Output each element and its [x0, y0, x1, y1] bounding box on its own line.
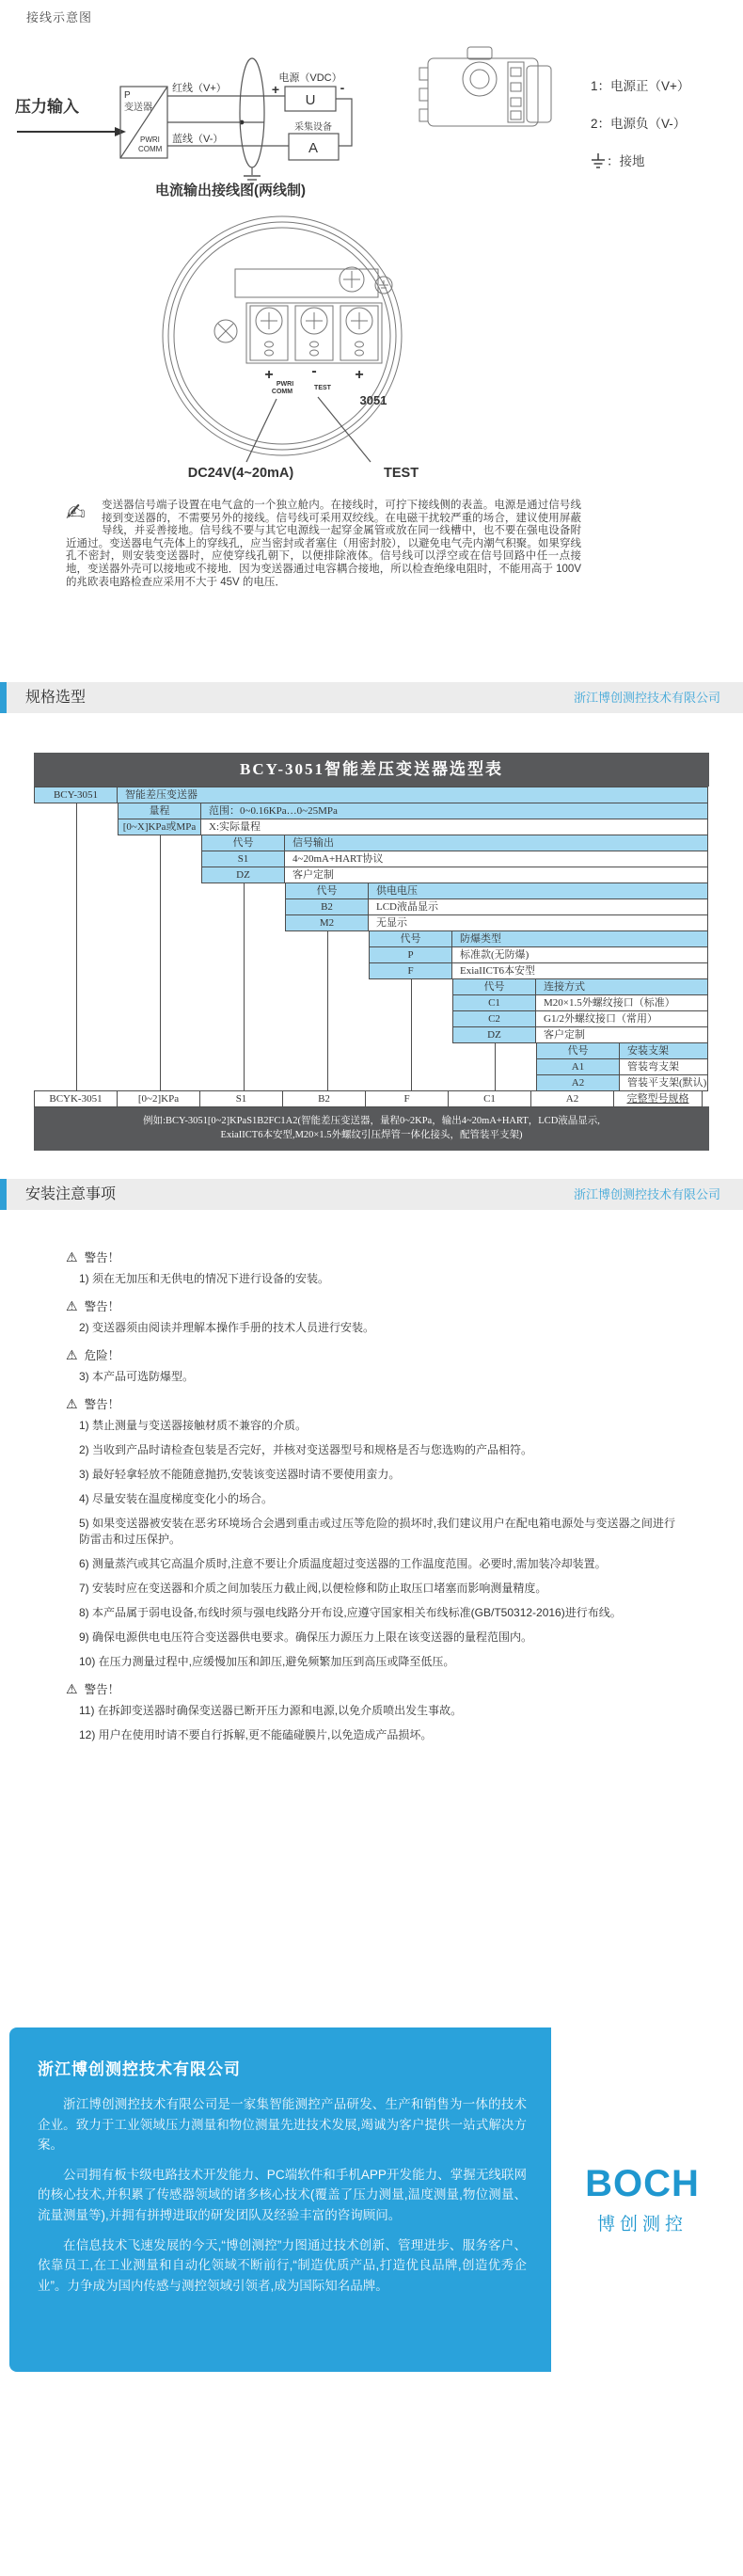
selection-table-footer	[34, 1106, 709, 1151]
branch-line	[160, 851, 161, 867]
branch-line	[411, 994, 412, 1011]
code-cell: F	[369, 962, 452, 979]
desc-cell: 连接方式	[535, 978, 708, 995]
branch-line	[495, 1042, 496, 1059]
plus-sign: +	[271, 82, 280, 97]
branch-line	[244, 1042, 245, 1059]
code-cell: M2	[285, 914, 369, 931]
power-supply-u: U	[305, 92, 316, 108]
warning-triangle-icon: ⚠	[66, 1681, 78, 1696]
branch-line	[244, 914, 245, 931]
note-item: 6) 测量蒸汽或其它高温介质时,注意不要让介质温度超过变送器的工作温度范围。必要时,需加装冷却装置。	[79, 1557, 607, 1570]
boch-logo-subtitle: 博创测控	[596, 2214, 688, 2234]
branch-line	[327, 994, 328, 1011]
desc-cell: 供电电压	[368, 883, 708, 899]
company-name: 浙江博创测控技术有限公司	[38, 2060, 241, 2078]
note-item: 1) 须在无加压和无供电的情况下进行设备的安装。	[79, 1272, 330, 1285]
branch-line	[76, 819, 77, 835]
wiring-diagram	[0, 0, 743, 489]
note-item: 12) 用户在使用时请不要自行拆解,更不能磕碰膜片,以免造成产品损坏。	[79, 1728, 433, 1741]
transmitter-label: 变送器	[124, 103, 152, 113]
branch-line	[411, 1010, 412, 1027]
branch-line	[244, 898, 245, 915]
note-item: 2) 变送器须由阅读并理解本操作手册的技术人员进行安装。	[79, 1321, 375, 1334]
code-cell: 代号	[369, 930, 452, 947]
desc-cell: 无显示	[368, 914, 708, 931]
terminal-1	[250, 306, 288, 360]
collector-label: 采集设备	[294, 122, 332, 133]
warning-heading	[66, 1680, 675, 1697]
note-item: 9) 确保电源供电电压符合变送器供电要求。确保压力源压力上限在该变送器的量程范围内。	[79, 1630, 533, 1644]
branch-line	[160, 994, 161, 1011]
section-install-band	[0, 1179, 743, 1210]
transmitter-p: P	[124, 90, 131, 101]
boch-logo: BOCH	[585, 2162, 700, 2204]
terminal-plus-right: +	[355, 367, 364, 383]
code-cell: S1	[201, 851, 285, 867]
section-install-title: 安装注意事项	[25, 1186, 117, 1202]
branch-line	[411, 1042, 412, 1059]
company-logo-area	[551, 2027, 734, 2372]
legend-item-2: 2：电源负（V-）	[591, 117, 687, 131]
note-item: 2) 当收到产品时请检查包装是否完好，并核对变送器型号和规格是否与您选购的产品相符。	[79, 1443, 533, 1456]
code-cell: DZ	[452, 1026, 536, 1043]
branch-line	[160, 867, 161, 883]
branch-line	[327, 1010, 328, 1027]
table-row	[34, 1042, 709, 1059]
summary-cell: BCYK-3051	[34, 1090, 118, 1107]
wiring-note-text: 变送器信号端子设置在电气盒的一个独立舱内。在接线时，可拧下接线侧的表盖。电源是通过信号线接到变送器的，不需要另外的接线。信号线可采用双绞线。在电磁干扰较严重的场合，建议使用屏蔽导线，并妥善接地。信号线不要与其它电源线一起穿金属管或放在同一线槽中，也不要在强电设备附近通过。变送器电气壳体上的穿线孔，应当密封或者塞住（用密封胶），以避免电气壳内潮气积聚。如果穿线孔不密封，则安装变送器时，应使穿线孔朝下，以便排除液体。信号线可以浮空或在信号回路中任一点接地，变送器外壳可以接地或不接地．因为变送器通过电容耦合接地，所以检查绝缘电阻时，不能用高于 100V 的兆欧表电路检查应采用不大于 45V 的电压．	[66, 500, 581, 588]
danger-heading	[66, 1346, 675, 1363]
desc-cell: X:实际量程	[200, 819, 708, 835]
code-cell: DZ	[201, 867, 285, 883]
desc-cell: LCD液晶显示	[368, 898, 708, 915]
red-wire-label: 红线（V+）	[172, 83, 227, 94]
table-row	[34, 851, 709, 867]
table-row	[34, 803, 709, 819]
branch-line	[76, 1074, 77, 1091]
table-row	[34, 867, 709, 883]
company-paragraphs	[38, 2094, 527, 2296]
code-cell: 代号	[452, 978, 536, 995]
warning-label: 警告！	[84, 1300, 120, 1313]
summary-row	[34, 1090, 709, 1107]
branch-line	[411, 978, 412, 995]
branch-line	[160, 1042, 161, 1059]
terminal-2	[295, 306, 333, 360]
table-row	[34, 787, 709, 803]
branch-line	[327, 1026, 328, 1043]
warning-triangle-icon: ⚠	[66, 1396, 78, 1411]
minus-sign: -	[340, 80, 345, 95]
branch-line	[244, 1010, 245, 1027]
branch-line	[327, 930, 328, 947]
warning-label: 警告！	[84, 1251, 120, 1264]
footer-line-1: 例如:BCY-3051[0~2]KPaS1B2FC1A2(智能差压变送器，量程0~2KPa，输出4~20mA+HART，LCD液晶显示,	[143, 1116, 600, 1126]
summary-cell: F	[365, 1090, 449, 1107]
branch-line	[244, 994, 245, 1011]
warning-heading	[66, 1248, 675, 1265]
company-paragraph: 公司拥有板卡级电路技术开发能力、PC端软件和手机APP开发能力、掌握无线联网的核心技术,并积累了传感器领域的诸多核心技术(覆盖了压力测量,温度测量,物位测量、流量测量等),并拥有拼搏进取的研发团队及经验丰富的咨询顾问。	[38, 2167, 527, 2222]
accent-bar	[0, 1179, 7, 1210]
pressure-input-label: 压力输入	[15, 98, 79, 116]
table-row	[34, 978, 709, 995]
branch-line	[76, 1042, 77, 1059]
note-item: 1) 禁止测量与变送器接触材质不兼容的介质。	[79, 1419, 308, 1432]
branch-line	[76, 1058, 77, 1075]
company-intro	[9, 2027, 551, 2372]
branch-line	[76, 883, 77, 899]
footer-line-2: ExiaIICT6本安型,M20×1.5外螺纹引压焊管一体化接头，配管装平支架)	[220, 1130, 523, 1140]
branch-line	[495, 1074, 496, 1091]
transmitter-pwri: PWRI	[140, 135, 160, 144]
code-cell: 代号	[201, 835, 285, 851]
desc-cell: 信号输出	[284, 835, 708, 851]
terminal-plus-left: +	[264, 367, 274, 383]
branch-line	[76, 962, 77, 979]
transmitter-comm: COMM	[138, 145, 163, 153]
branch-line	[327, 978, 328, 995]
branch-line	[76, 914, 77, 931]
branch-line	[160, 835, 161, 851]
terminal-compartment-diagram	[163, 216, 419, 481]
legend-item-3: ：接地	[607, 154, 645, 168]
desc-cell: 标准款(无防爆)	[451, 946, 708, 963]
page-title: 接线示意图	[26, 10, 93, 24]
desc-cell: 防爆类型	[451, 930, 708, 947]
branch-line	[244, 978, 245, 995]
branch-line	[76, 1026, 77, 1043]
code-cell: 代号	[536, 1042, 620, 1059]
note-item: 4) 尽量安装在温度梯度变化小的场合。	[79, 1492, 274, 1505]
table-row	[34, 1058, 709, 1075]
branch-line	[244, 930, 245, 947]
terminal-block	[246, 303, 382, 363]
branch-line	[160, 962, 161, 979]
transmitter-housing-sketch	[419, 47, 551, 126]
terminal-minus: -	[311, 363, 317, 379]
branch-line	[160, 1026, 161, 1043]
table-row	[34, 1074, 709, 1091]
warning-heading	[66, 1297, 675, 1314]
company-paragraph: 浙江博创测控技术有限公司是一家集智能测控产品研发、生产和销售为一体的技术企业。致力于工业领域压力测量和物位测量先进技术发展,竭诚为客户提供一站式解决方案。	[38, 2097, 527, 2153]
note-item: 11) 在拆卸变送器时确保变送器已断开压力源和电源,以免介质喷出发生事故。	[79, 1704, 463, 1717]
code-cell: A2	[536, 1074, 620, 1091]
desc-cell: 管装平支架(默认)	[619, 1074, 708, 1091]
terminal-3	[340, 306, 378, 360]
table-row	[34, 914, 709, 931]
code-cell: BCY-3051	[34, 787, 118, 803]
table-row	[34, 930, 709, 947]
note-item: 7) 安装时应在变送器和介质之间加装压力截止阀,以便检修和防止取压口堵塞而影响测量精度。	[79, 1582, 547, 1595]
terminal-comm: COMM	[271, 389, 293, 395]
two-wire-schematic	[15, 58, 352, 199]
branch-line	[411, 1026, 412, 1043]
schematic-caption: 电流输出接线图(两线制)	[155, 183, 306, 199]
summary-cell: A2	[530, 1090, 614, 1107]
desc-cell: 安装支架	[619, 1042, 708, 1059]
branch-line	[76, 1010, 77, 1027]
accent-bar	[0, 682, 7, 713]
branch-line	[76, 978, 77, 995]
branch-line	[76, 898, 77, 915]
desc-cell: M20×1.5外螺纹接口（标准）	[535, 994, 708, 1011]
desc-cell: 4~20mA+HART协议	[284, 851, 708, 867]
code-cell: C2	[452, 1010, 536, 1027]
legend-item-1: 1：电源正（V+）	[591, 79, 690, 93]
code-cell: 代号	[285, 883, 369, 899]
warning-label: 危险！	[84, 1349, 120, 1362]
branch-line	[327, 1058, 328, 1075]
warning-heading	[66, 1395, 675, 1412]
branch-line	[411, 1058, 412, 1075]
warning-triangle-icon: ⚠	[66, 1347, 78, 1362]
desc-cell: 范围：0~0.16KPa…0~25MPa	[200, 803, 708, 819]
note-item: 3) 最好轻拿轻放不能随意抛扔,安装该变送器时请不要使用蛮力。	[79, 1468, 401, 1481]
desc-cell: ExiaIICT6本安型	[451, 962, 708, 979]
warning-triangle-icon: ⚠	[66, 1298, 78, 1313]
branch-line	[76, 994, 77, 1011]
install-notes	[66, 1238, 675, 1752]
branch-line	[76, 835, 77, 851]
terminal-pwri: PWRI	[276, 381, 294, 388]
branch-line	[76, 851, 77, 867]
desc-cell: 管装弯支架	[619, 1058, 708, 1075]
branch-line	[76, 930, 77, 947]
code-cell: P	[369, 946, 452, 963]
terminal-model: 3051	[359, 393, 387, 407]
desc-cell: 智能差压变送器	[117, 787, 708, 803]
branch-line	[160, 914, 161, 931]
section-spec-title: 规格选型	[25, 690, 87, 706]
wiring-note	[66, 500, 581, 589]
desc-cell: 客户定制	[284, 867, 708, 883]
summary-cell: 完整型号规格	[613, 1090, 703, 1107]
branch-line	[244, 1074, 245, 1091]
summary-cell: S1	[199, 1090, 283, 1107]
selection-table-title: BCY-3051智能差压变送器选型表	[34, 753, 709, 787]
branch-line	[76, 867, 77, 883]
note-item: 5) 如果变送器被安装在恶劣环境场合会遇到重击或过压等危险的损坏时,我们建议用户在配电箱电源处与变送器之间进行防雷击和过压保护。	[79, 1517, 675, 1546]
terminal-test-small: TEST	[314, 385, 331, 391]
section-install-company: 浙江博创测控技术有限公司	[573, 1187, 720, 1201]
code-cell: A1	[536, 1058, 620, 1075]
branch-line	[160, 898, 161, 915]
collector-a: A	[308, 140, 319, 156]
branch-line	[160, 946, 161, 963]
note-item: 10) 在压力测量过程中,应缓慢加压和卸压,避免频繁加压到高压或降至低压。	[79, 1655, 455, 1668]
terminal-legend	[591, 78, 689, 168]
branch-line	[160, 1058, 161, 1075]
summary-cell: C1	[448, 1090, 531, 1107]
branch-line	[244, 1026, 245, 1043]
section-spec-company: 浙江博创测控技术有限公司	[573, 691, 720, 705]
company-panel	[9, 2027, 734, 2372]
branch-line	[495, 1058, 496, 1075]
code-cell: [0~X]KPa或MPa	[118, 819, 201, 835]
branch-line	[244, 883, 245, 899]
branch-line	[327, 1042, 328, 1059]
table-row	[34, 883, 709, 899]
ground-legend-icon	[592, 153, 605, 167]
section-spec-band	[0, 682, 743, 713]
table-row	[34, 1010, 709, 1027]
branch-line	[244, 1058, 245, 1075]
twisted-pair-loop	[240, 58, 264, 167]
branch-line	[244, 962, 245, 979]
note-item: 8) 本产品属于弱电设备,布线时须与强电线路分开布设,应遵守国家相关布线标准(GB/T50312-2016)进行布线。	[79, 1606, 622, 1619]
table-row	[34, 819, 709, 835]
branch-line	[76, 946, 77, 963]
writing-hand-icon: ✍	[66, 500, 86, 526]
code-cell: 量程	[118, 803, 201, 819]
power-supply-label: 电源（VDC）	[278, 72, 342, 84]
branch-line	[160, 1010, 161, 1027]
branch-line	[160, 930, 161, 947]
code-cell: C1	[452, 994, 536, 1011]
selection-table-body	[34, 787, 709, 1091]
table-row	[34, 898, 709, 915]
selection-table	[34, 753, 709, 1151]
note-item: 3) 本产品可选防爆型。	[79, 1370, 195, 1383]
table-row	[34, 962, 709, 979]
summary-cell: [0~2]KPa	[117, 1090, 200, 1107]
branch-line	[160, 883, 161, 899]
code-cell: B2	[285, 898, 369, 915]
warning-triangle-icon: ⚠	[66, 1249, 78, 1264]
branch-line	[327, 962, 328, 979]
table-row	[34, 946, 709, 963]
branch-line	[327, 1074, 328, 1091]
warning-label: 警告！	[84, 1398, 120, 1411]
desc-cell: G1/2外螺纹接口（常用）	[535, 1010, 708, 1027]
test-label: TEST	[384, 466, 419, 481]
branch-line	[327, 946, 328, 963]
branch-line	[244, 946, 245, 963]
summary-cell: B2	[282, 1090, 366, 1107]
branch-line	[76, 803, 77, 819]
table-row	[34, 994, 709, 1011]
dc24v-label: DC24V(4~20mA)	[187, 466, 294, 481]
leader-dc24v	[246, 399, 277, 462]
branch-line	[160, 1074, 161, 1091]
table-row	[34, 1026, 709, 1043]
blue-wire-label: 蓝线（V-）	[172, 134, 224, 145]
table-row	[34, 835, 709, 851]
branch-line	[411, 1074, 412, 1091]
desc-cell: 客户定制	[535, 1026, 708, 1043]
company-paragraph: 在信息技术飞速发展的今天,“博创测控”力图通过技术创新、管理进步、服务客户、依靠员工,在工业测量和自动化领域不断前行,“制造优质产品,打造优良品牌,创造优秀企业”。力争成为国内传感与测控领域引领者,成为国际知名品牌。	[38, 2237, 527, 2293]
warning-label: 警告！	[84, 1683, 120, 1696]
branch-line	[160, 978, 161, 995]
